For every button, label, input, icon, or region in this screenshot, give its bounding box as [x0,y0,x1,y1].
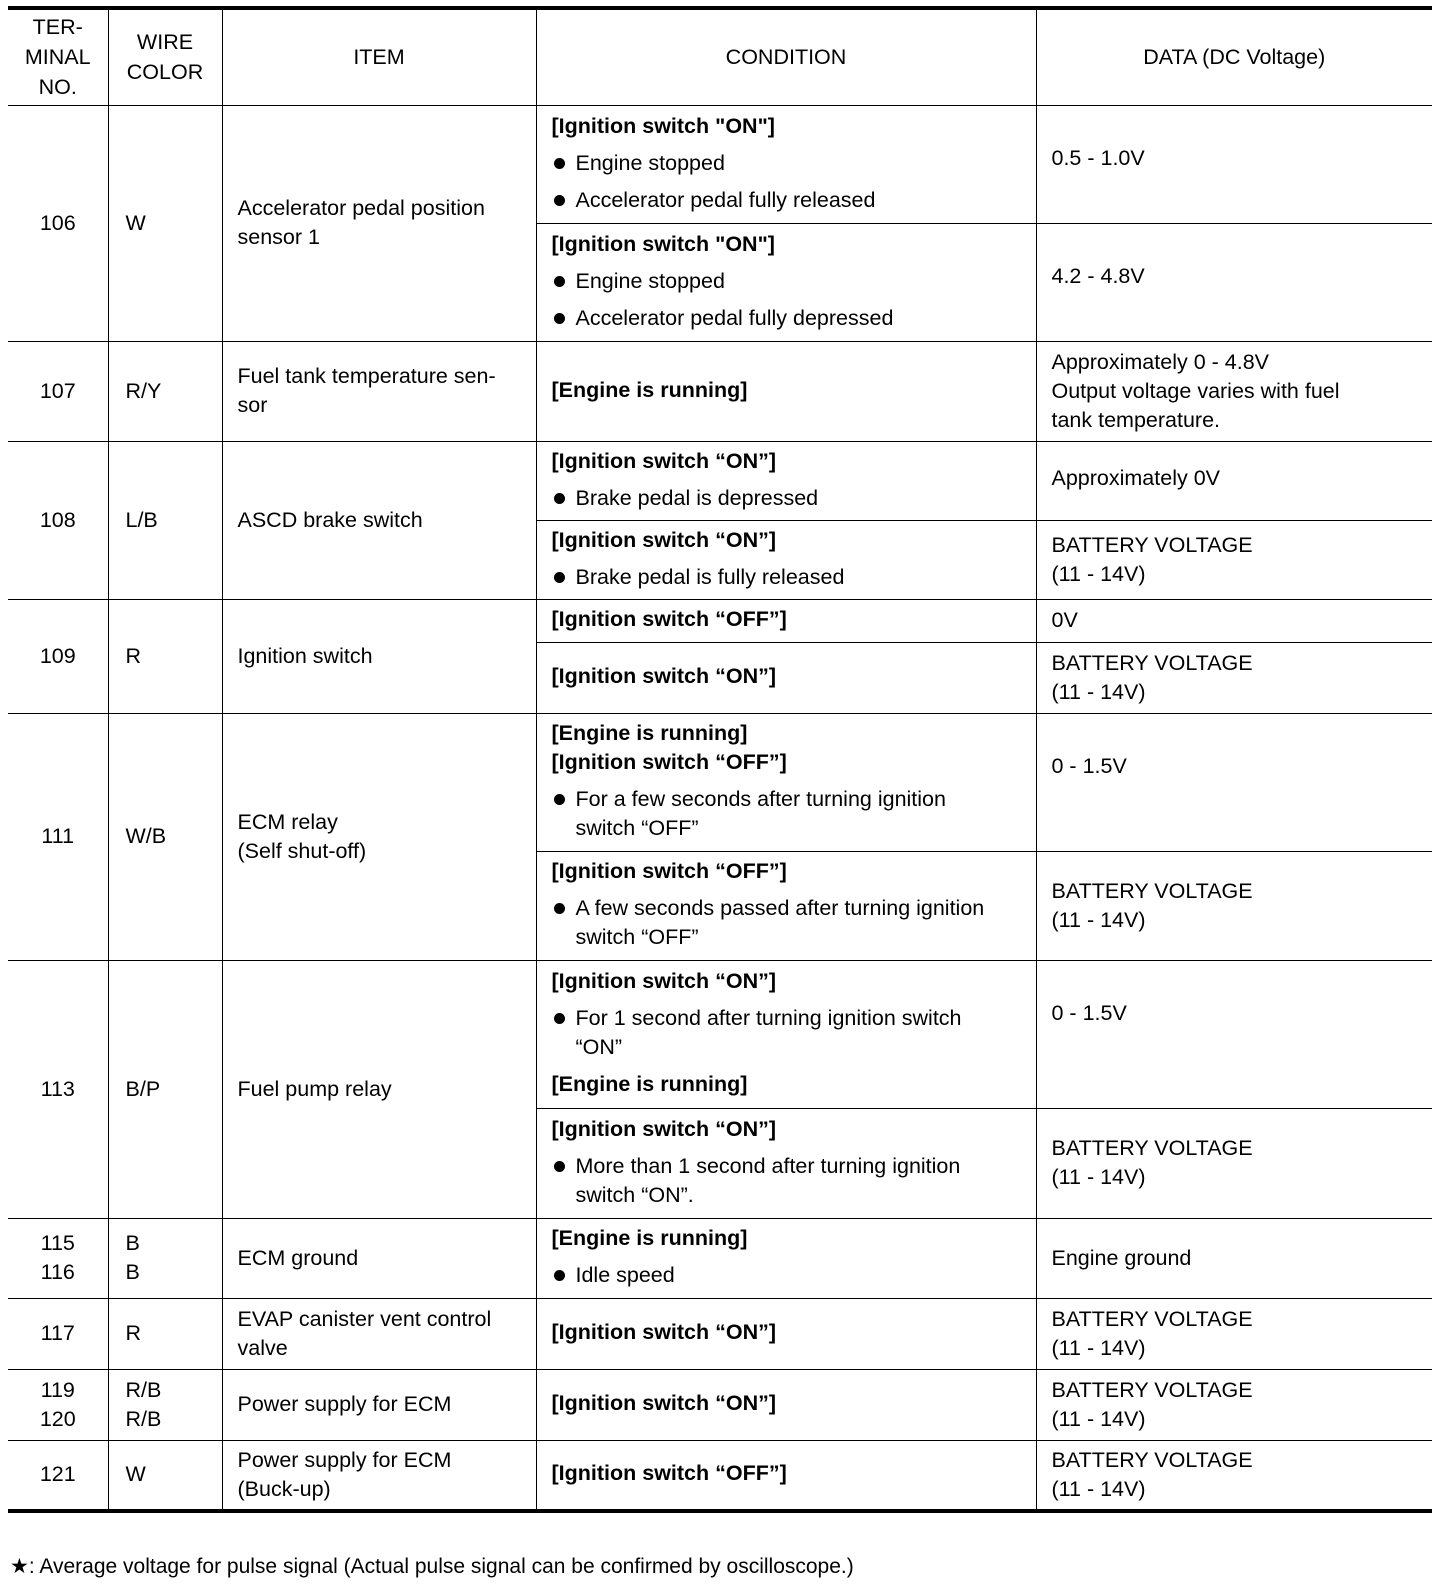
condition-bullet: Brake pedal is depressed [552,484,1021,513]
data-voltage: 0 - 1.5V [1036,713,1432,851]
wire-color: W [108,1440,222,1511]
condition-cell [536,713,1036,851]
table-row [8,1218,1432,1298]
data-voltage: Approximately 0 - 4.8V Output voltage varies with fuel tank temperature. [1036,341,1432,441]
table-row [8,1369,1432,1440]
condition-heading: [Ignition switch “OFF”] [551,1461,787,1486]
condition-heading: [Ignition switch “ON”] [551,1320,777,1344]
terminal-no: 109 [8,599,108,713]
condition-heading: [Ignition switch “ON”] [551,527,777,552]
condition-heading: [Engine is running] [551,721,748,745]
item-name: ECM relay (Self shut-off) [222,713,536,960]
condition-heading: [Ignition switch “ON”] [551,1116,777,1141]
wire-color: W/B [108,713,222,960]
wire-color: W [108,105,222,341]
condition-cell [536,520,1036,599]
condition-heading: [Ignition switch “ON”] [551,664,777,688]
condition-cell [536,960,1036,1108]
condition-cell [536,1108,1036,1218]
data-voltage: BATTERY VOLTAGE (11 - 14V) [1036,1440,1432,1511]
data-voltage: 0 - 1.5V [1036,960,1432,1108]
ecm-terminal-table [8,6,1432,1513]
wire-color: B B [108,1218,222,1298]
condition-bullet: Brake pedal is fully released [552,563,1021,592]
condition-heading: [Ignition switch “ON”] [551,969,777,993]
condition-heading: [Engine is running] [551,377,748,402]
data-voltage: BATTERY VOLTAGE (11 - 14V) [1036,1369,1432,1440]
wire-color: B/P [108,960,222,1218]
item-name: Ignition switch [222,599,536,713]
condition-heading: [Ignition switch “OFF”] [551,607,787,631]
condition-cell [536,1218,1036,1298]
wire-color: R [108,599,222,713]
terminal-no: 106 [8,105,108,341]
condition-cell [536,105,1036,223]
wire-color: R/Y [108,341,222,441]
condition-heading: [Ignition switch “ON”] [551,1391,777,1415]
header-item: ITEM [222,8,536,105]
condition-heading: [Ignition switch "ON"] [551,231,775,256]
header-wire-color [108,8,222,105]
condition-cell [536,1298,1036,1369]
item-name: Fuel tank temperature sen- sor [222,341,536,441]
terminal-no: 119 120 [8,1369,108,1440]
data-voltage: Approximately 0V [1036,441,1432,520]
terminal-no: 107 [8,341,108,441]
table-row [8,1440,1432,1511]
condition-bullet: Engine stopped [552,149,1021,178]
terminal-no: 121 [8,1440,108,1511]
footnote: ★: Average voltage for pulse signal (Actual pulse signal can be confirmed by oscilloscope.) [10,1555,854,1578]
data-voltage: 0.5 - 1.0V [1036,105,1432,223]
condition-cell [536,441,1036,520]
header-condition: CONDITION [536,8,1036,105]
condition-bullet: Engine stopped [552,267,1021,296]
condition-bullet: For a few seconds after turning ignition switch “OFF” [552,785,1021,843]
header-terminal-label: TER- MINAL NO. [24,15,91,100]
wire-color: R [108,1298,222,1369]
terminal-no: 111 [8,713,108,960]
header-data: DATA (DC Voltage) [1036,8,1432,105]
condition-heading: [Engine is running] [551,1226,748,1250]
condition-cell [536,1369,1036,1440]
terminal-no: 115 116 [8,1218,108,1298]
condition-cell [536,223,1036,341]
data-voltage: Engine ground [1036,1218,1432,1298]
terminal-no: 113 [8,960,108,1218]
terminal-no: 117 [8,1298,108,1369]
wire-color: R/B R/B [108,1369,222,1440]
data-voltage: BATTERY VOLTAGE (11 - 14V) [1036,520,1432,599]
condition-heading: [Ignition switch “OFF”] [551,750,787,774]
condition-cell [536,1440,1036,1511]
terminal-no: 108 [8,441,108,599]
data-voltage: 0V [1036,599,1432,642]
condition-bullet: Accelerator pedal fully released [552,186,1021,215]
condition-cell [536,341,1036,441]
table-row [8,960,1432,1108]
header-terminal [8,8,108,105]
table-row [8,441,1432,520]
table-row [8,713,1432,851]
data-voltage: BATTERY VOLTAGE (11 - 14V) [1036,851,1432,960]
item-name: Accelerator pedal position sensor 1 [222,105,536,341]
item-name: ASCD brake switch [222,441,536,599]
table-row [8,105,1432,223]
condition-cell [536,642,1036,713]
condition-heading: [Ignition switch “ON”] [551,448,777,473]
condition-bullet: More than 1 second after turning ignition switch “ON”. [552,1152,1021,1210]
data-voltage: BATTERY VOLTAGE (11 - 14V) [1036,1108,1432,1218]
item-name: Power supply for ECM [222,1369,536,1440]
condition-bullet: Accelerator pedal fully depressed [552,304,1021,333]
condition-bullet: Idle speed [552,1261,1021,1290]
item-name: EVAP canister vent control valve [222,1298,536,1369]
table-row [8,341,1432,441]
condition-cell [536,599,1036,642]
condition-heading: [Ignition switch "ON"] [551,113,775,138]
item-name: ECM ground [222,1218,536,1298]
data-voltage: BATTERY VOLTAGE (11 - 14V) [1036,1298,1432,1369]
header-row [8,8,1432,105]
table-row [8,1298,1432,1369]
wire-color: L/B [108,441,222,599]
data-voltage: BATTERY VOLTAGE (11 - 14V) [1036,642,1432,713]
condition-heading: [Ignition switch “OFF”] [551,859,787,883]
item-name: Fuel pump relay [222,960,536,1218]
data-voltage: 4.2 - 4.8V [1036,223,1432,341]
header-wire-label: WIRE COLOR [126,30,204,85]
table-row [8,599,1432,642]
item-name: Power supply for ECM (Buck-up) [222,1440,536,1511]
condition-bullet: A few seconds passed after turning ignition switch “OFF” [552,894,1021,952]
condition-cell [536,851,1036,960]
condition-heading: [Engine is running] [551,1072,748,1096]
condition-bullet: For 1 second after turning ignition switch “ON” [552,1004,1021,1062]
